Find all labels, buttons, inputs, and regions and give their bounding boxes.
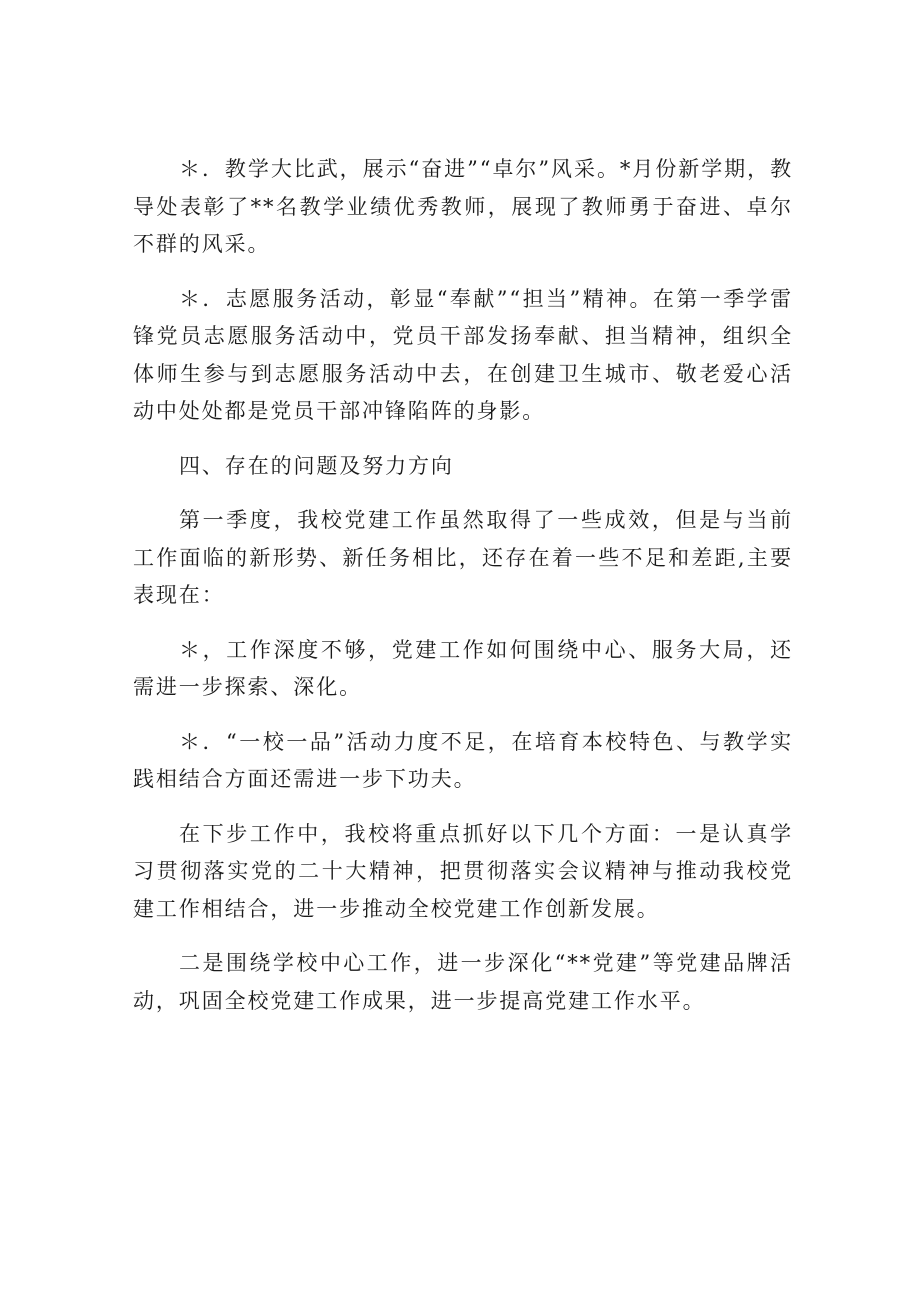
paragraph-one-school-one-brand: ＊．“一校一品”活动力度不足，在培育本校特色、与教学实践相结合方面还需进一步下功夫。 [133,729,793,791]
section-heading-problems: 四、存在的问题及努力方向 [179,453,454,478]
paragraph-brand-activities: 二是围绕学校中心工作，进一步深化“**党建”等党建品牌活动，巩固全校党建工作成果，进一步提高党建工作水平。 [133,951,793,1013]
paragraph-first-quarter-summary: 第一季度，我校党建工作虽然取得了一些成效，但是与当前工作面临的新形势、新任务相比，还存在着一些不足和差距,主要表现在： [133,508,793,607]
document-body [133,151,793,1037]
paragraph-next-steps: 在下步工作中，我校将重点抓好以下几个方面：一是认真学习贯彻落实党的二十大精神，把贯彻落实会议精神与推动我校党建工作相结合，进一步推动全校党建工作创新发展。 [133,821,793,921]
paragraph-teaching-competition: ＊．教学大比武，展示“奋进”“卓尔”风采。*月份新学期，教导处表彰了**名教学业绩优秀教师，展现了教师勇于奋进、卓尔不群的风采。 [133,157,793,256]
paragraph-work-depth: ＊，工作深度不够，党建工作如何围绕中心、服务大局，还需进一步探索、深化。 [133,637,793,699]
paragraph-volunteer-service: ＊．志愿服务活动，彰显“奉献”“担当”精神。在第一季学雷锋党员志愿服务活动中，党员干部发扬奉献、担当精神，组织全体师生参与到志愿服务活动中去，在创建卫生城市、敬老爱心活动中处处都是党员干部冲锋陷阵的身影。 [133,286,793,423]
